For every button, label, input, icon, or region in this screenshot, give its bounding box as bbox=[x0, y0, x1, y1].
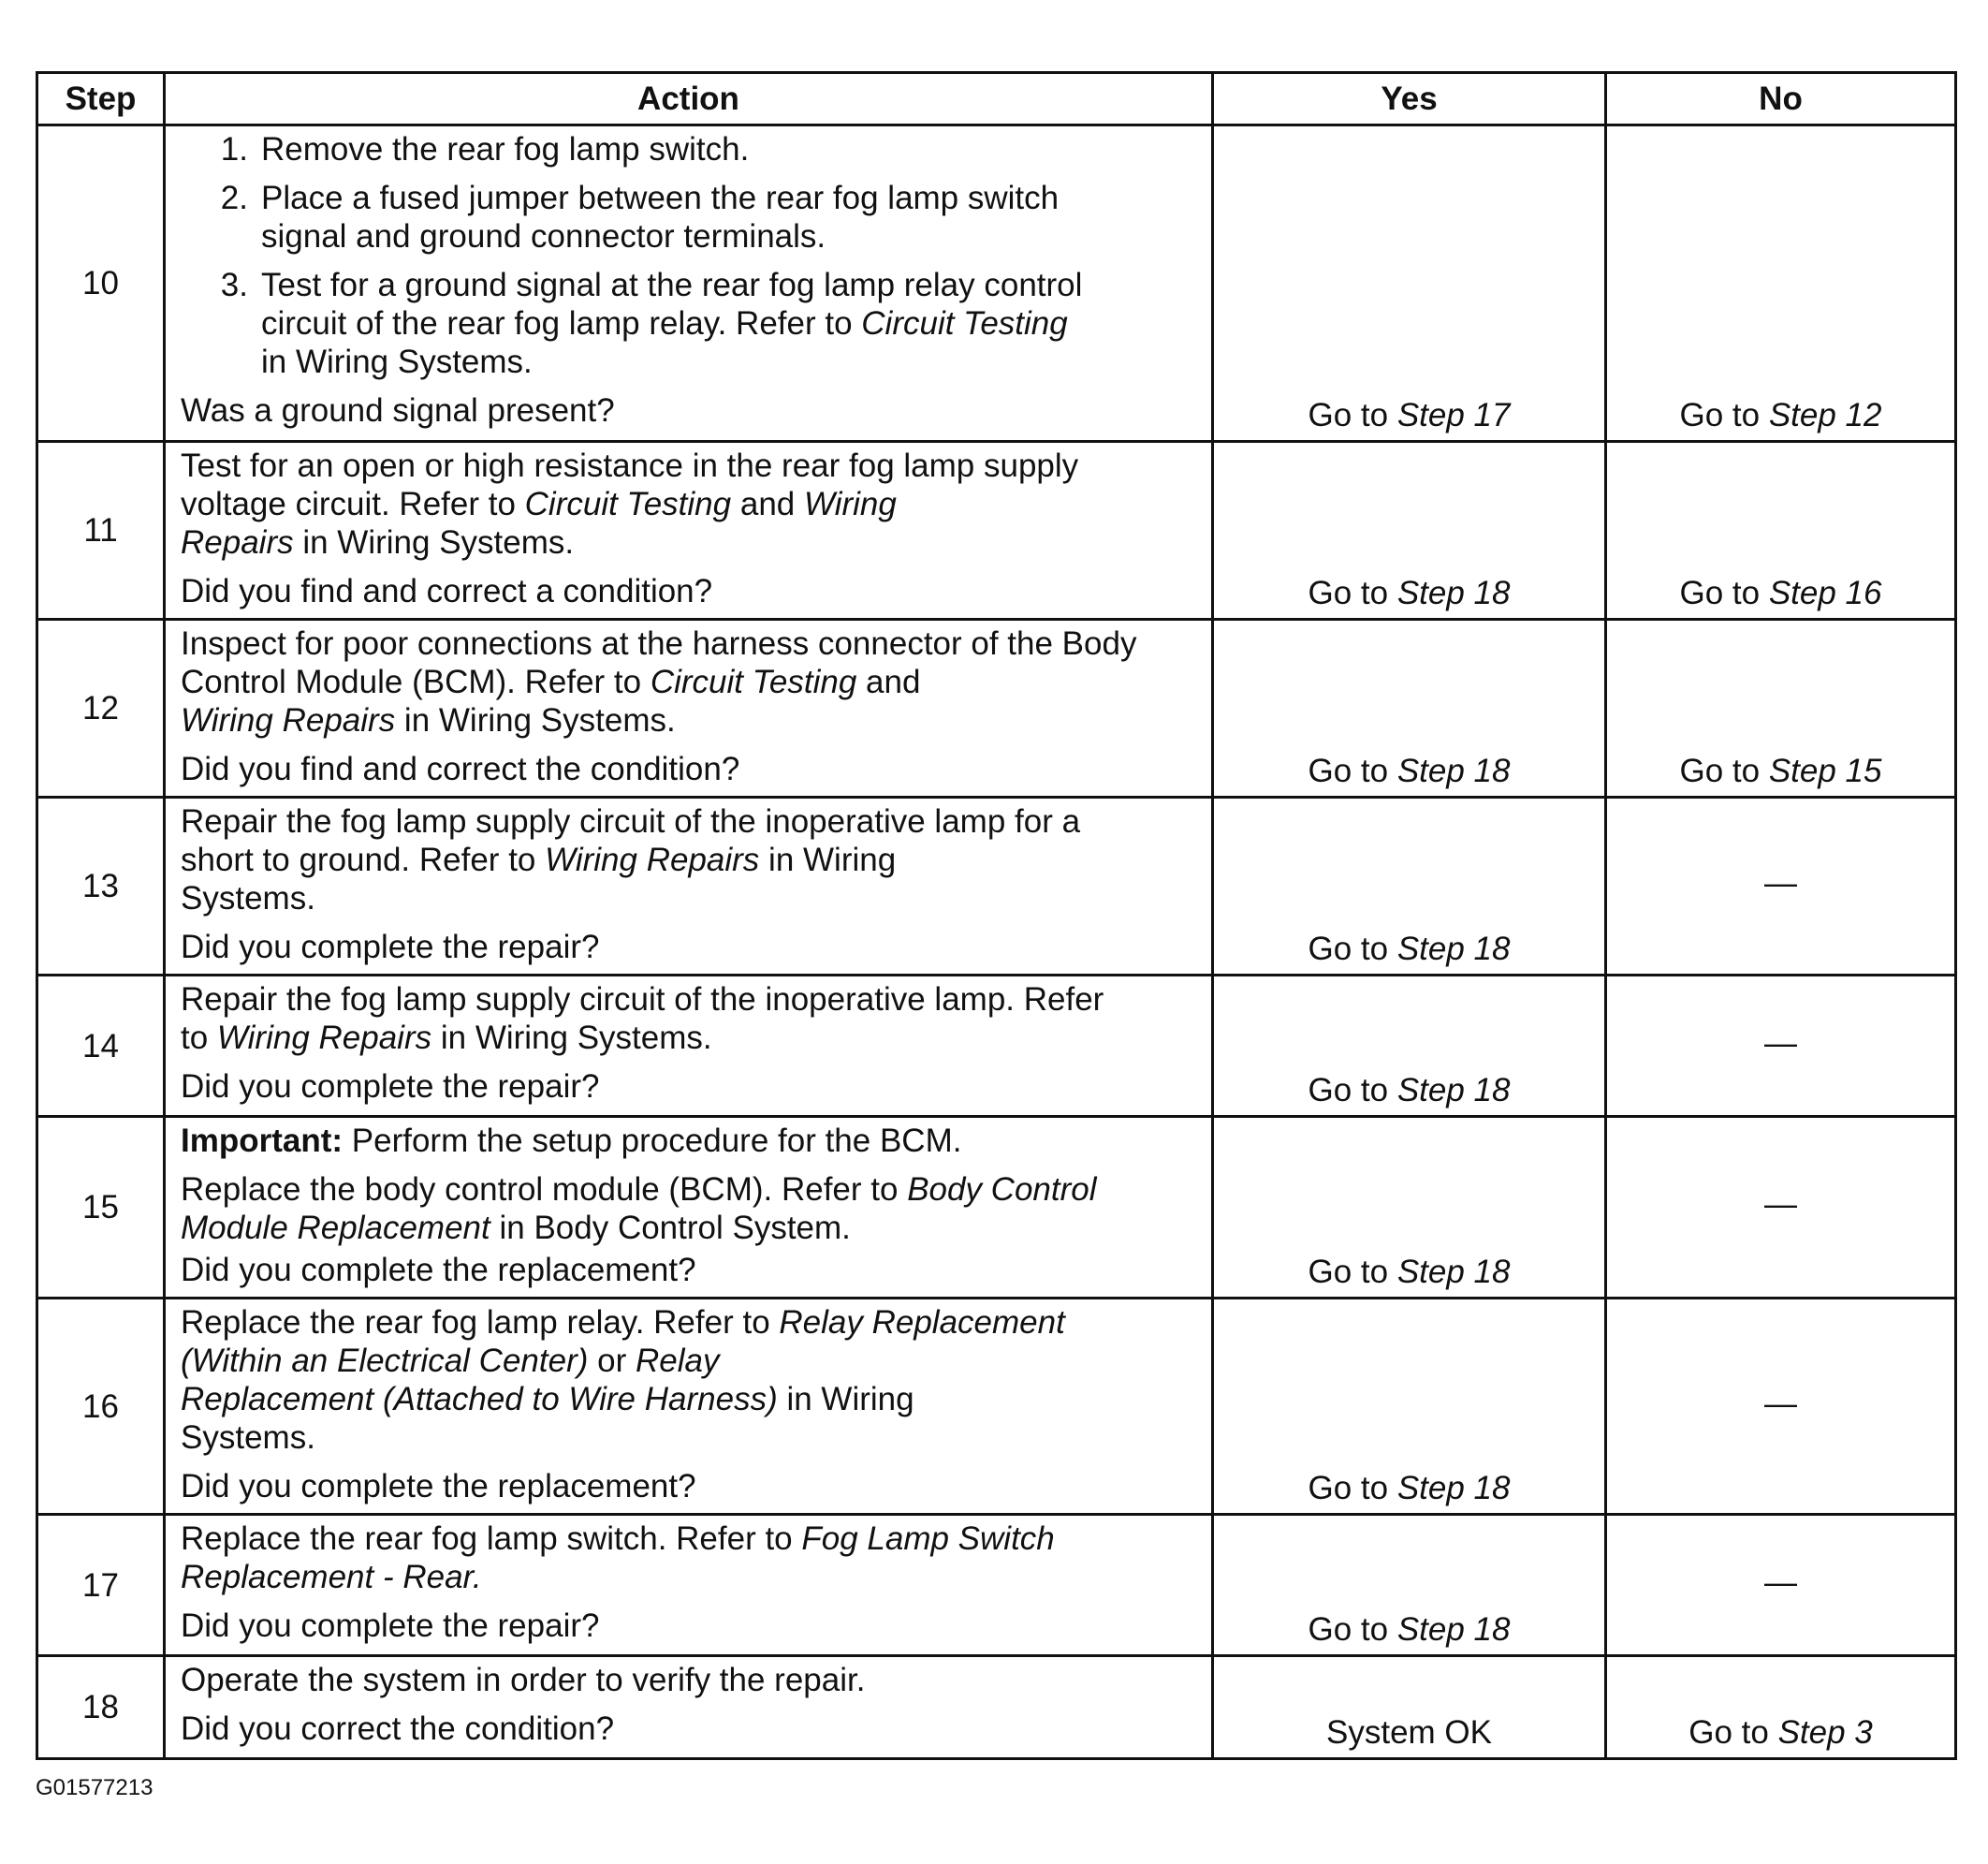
no-cell: Go to Step 15 bbox=[1606, 620, 1956, 798]
question-text: Was a ground signal present? bbox=[181, 392, 615, 429]
no-cell bbox=[1606, 1515, 1956, 1656]
figure-id: G01577213 bbox=[36, 1775, 153, 1800]
step-ref-link: Step 17 bbox=[1396, 397, 1511, 433]
action-cell: Replace the rear fog lamp relay. Refer to Relay Replacement (Within an Electrical Center) or Relay Replacement (Attached to Wire Harness) in Wiring Systems. Did you complete the replacement? bbox=[165, 1299, 1213, 1515]
dash-mark: — bbox=[1764, 1385, 1797, 1422]
question-text: Did you complete the repair? bbox=[181, 1068, 600, 1105]
step-ref-link: Step 18 bbox=[1396, 1611, 1511, 1648]
step-number: 12 bbox=[37, 620, 165, 798]
no-cell bbox=[1606, 1117, 1956, 1299]
dash-mark: — bbox=[1764, 1024, 1797, 1062]
step-ref-link: Step 16 bbox=[1768, 575, 1882, 611]
no-cell bbox=[1606, 798, 1956, 976]
step-ref-link: Step 18 bbox=[1396, 575, 1511, 611]
no-cell bbox=[1606, 1299, 1956, 1515]
step-number: 14 bbox=[37, 976, 165, 1117]
table-row bbox=[37, 442, 1956, 620]
header-action: Action bbox=[165, 73, 1213, 125]
step-number: 10 bbox=[37, 125, 165, 442]
question-text: Did you complete the repair? bbox=[181, 929, 600, 965]
dash-mark: — bbox=[1764, 865, 1797, 902]
question-text: Did you complete the repair? bbox=[181, 1607, 600, 1644]
table-row bbox=[37, 1299, 1956, 1515]
step-ref-link: Step 18 bbox=[1396, 931, 1511, 967]
step-number: 17 bbox=[37, 1515, 165, 1656]
header-yes: Yes bbox=[1213, 73, 1606, 125]
list-item: 2. Place a fused jumper between the rear fog lamp switch signal and ground connector terminals. bbox=[220, 180, 1060, 255]
table-row bbox=[37, 976, 1956, 1117]
table-row bbox=[37, 620, 1956, 798]
table-row bbox=[37, 125, 1956, 442]
question-text: Did you complete the replacement? bbox=[181, 1468, 696, 1504]
action-cell: Repair the fog lamp supply circuit of the inoperative lamp. Refer to Wiring Repairs in Wiring Systems. Did you complete the repair? bbox=[165, 976, 1213, 1117]
action-cell bbox=[165, 125, 1213, 442]
no-cell bbox=[1606, 976, 1956, 1117]
step-ref-link: Step 18 bbox=[1396, 1254, 1511, 1290]
dash-mark: — bbox=[1764, 1563, 1797, 1601]
diagnostic-table bbox=[36, 71, 1957, 1760]
action-cell: Test for an open or high resistance in the rear fog lamp supply voltage circuit. Refer to Circuit Testing and Wiring Repairs in Wiring Systems. Did you find and correct a condition? bbox=[165, 442, 1213, 620]
yes-cell: Go to Step 17 bbox=[1213, 125, 1606, 442]
action-cell: Replace the rear fog lamp switch. Refer to Fog Lamp Switch Replacement - Rear. Did you complete the repair? bbox=[165, 1515, 1213, 1656]
yes-cell: Go to Step 18 bbox=[1213, 976, 1606, 1117]
step-ref-link: Step 18 bbox=[1396, 753, 1511, 789]
no-cell: Go to Step 3 bbox=[1606, 1656, 1956, 1759]
list-item: 1. Remove the rear fog lamp switch. bbox=[220, 131, 750, 168]
step-number: 18 bbox=[37, 1656, 165, 1759]
list-item: 3. Test for a ground signal at the rear fog lamp relay control circuit of the rear fog lamp relay. Refer to Circuit Testing in Wiring Systems. bbox=[220, 267, 1083, 380]
table-row bbox=[37, 798, 1956, 976]
table-row bbox=[37, 1117, 1956, 1299]
step-number: 15 bbox=[37, 1117, 165, 1299]
header-row bbox=[37, 73, 1956, 125]
step-ref-link: Step 18 bbox=[1396, 1470, 1511, 1506]
header-step: Step bbox=[37, 73, 165, 125]
step-number: 11 bbox=[37, 442, 165, 620]
question-text: Did you find and correct a condition? bbox=[181, 573, 713, 609]
no-cell: Go to Step 16 bbox=[1606, 442, 1956, 620]
yes-cell: Go to Step 18 bbox=[1213, 620, 1606, 798]
question-text: Did you complete the replacement? bbox=[181, 1252, 696, 1288]
yes-cell: System OK bbox=[1213, 1656, 1606, 1759]
dash-mark: — bbox=[1764, 1186, 1797, 1223]
header-no: No bbox=[1606, 73, 1956, 125]
step-ref-link: Step 18 bbox=[1396, 1072, 1511, 1108]
yes-cell: Go to Step 18 bbox=[1213, 1515, 1606, 1656]
question-text: Did you correct the condition? bbox=[181, 1710, 615, 1747]
yes-cell: Go to Step 18 bbox=[1213, 442, 1606, 620]
action-cell: Inspect for poor connections at the harness connector of the Body Control Module (BCM). Refer to Circuit Testing and Wiring Repairs in Wiring Systems. Did you find and correct the condition? bbox=[165, 620, 1213, 798]
step-ref-link: Step 12 bbox=[1768, 397, 1882, 433]
step-number: 13 bbox=[37, 798, 165, 976]
action-cell: Important: Perform the setup procedure for the BCM. Replace the body control module (BCM). Refer to Body Control Module Replacement in Body Control System. Did you complete the replacement? bbox=[165, 1117, 1213, 1299]
no-cell: Go to Step 12 bbox=[1606, 125, 1956, 442]
yes-cell: Go to Step 18 bbox=[1213, 1299, 1606, 1515]
important-label: Important: bbox=[181, 1123, 344, 1159]
table-row bbox=[37, 1656, 1956, 1759]
step-ref-link: Step 3 bbox=[1777, 1714, 1873, 1751]
action-cell: Repair the fog lamp supply circuit of the inoperative lamp for a short to ground. Refer to Wiring Repairs in Wiring Systems. Did you complete the repair? bbox=[165, 798, 1213, 976]
table-row bbox=[37, 1515, 1956, 1656]
action-cell: Operate the system in order to verify the repair. Did you correct the condition? bbox=[165, 1656, 1213, 1759]
question-text: Did you find and correct the condition? bbox=[181, 751, 740, 787]
step-number: 16 bbox=[37, 1299, 165, 1515]
step-ref-link: Step 15 bbox=[1768, 753, 1882, 789]
yes-cell: Go to Step 18 bbox=[1213, 1117, 1606, 1299]
yes-cell: Go to Step 18 bbox=[1213, 798, 1606, 976]
